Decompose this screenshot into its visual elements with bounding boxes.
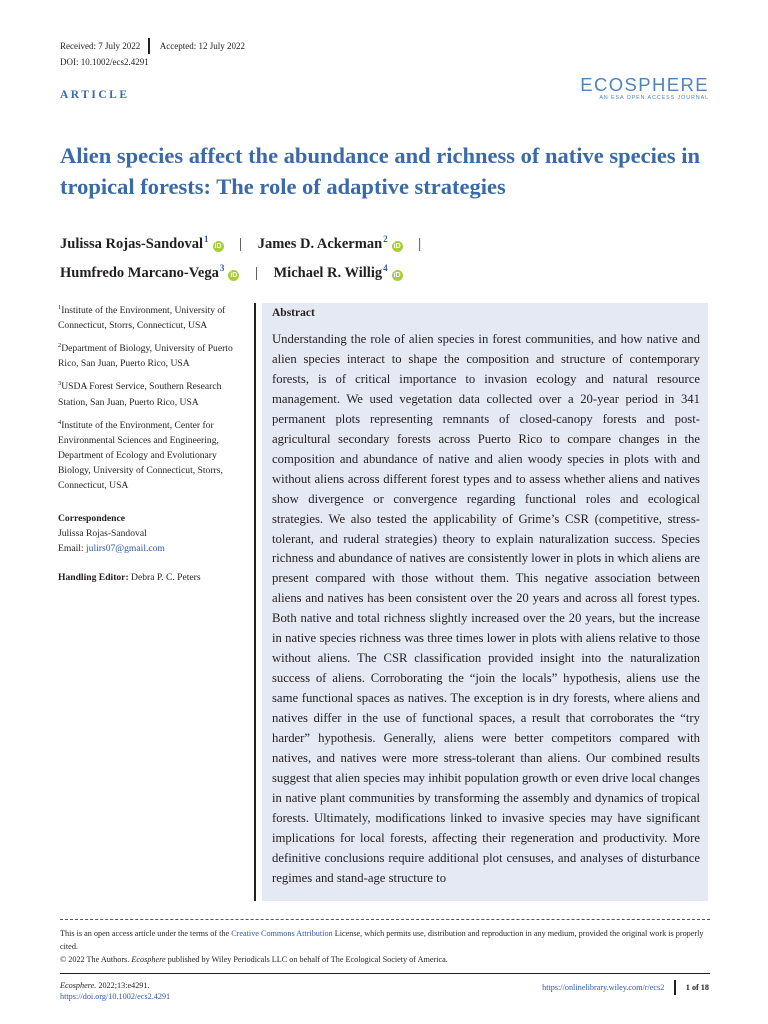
author-affiliation-number[interactable]: 3 bbox=[219, 263, 225, 273]
license-text: This is an open access article under the terms of the bbox=[60, 929, 232, 938]
handling-editor-label: Handling Editor: bbox=[58, 571, 129, 583]
abstract-heading: Abstract bbox=[272, 307, 315, 319]
correspondence-name: Julissa Rojas-Sandoval bbox=[58, 527, 147, 539]
footer-separator bbox=[674, 980, 676, 995]
affiliation-text: Institute of the Environment, University of Connecticut, Storrs, Connecticut, USA bbox=[58, 305, 226, 332]
author-separator: | bbox=[239, 236, 243, 252]
license-link[interactable]: Creative Commons Attribution bbox=[231, 929, 333, 938]
column-divider bbox=[254, 303, 256, 901]
author-line-2 bbox=[60, 256, 433, 285]
author-affiliation-number[interactable]: 4 bbox=[383, 263, 388, 273]
author-separator: | bbox=[418, 236, 422, 252]
correspondence-heading: Correspondence bbox=[58, 512, 125, 524]
article-dates bbox=[60, 38, 245, 54]
citation-details: 2022;13:e4291. bbox=[96, 981, 150, 990]
page-number: 1 of 18 bbox=[685, 983, 709, 992]
footer-divider bbox=[60, 919, 710, 920]
orcid-icon[interactable]: iD bbox=[230, 272, 238, 279]
author-affiliation-number[interactable]: 2 bbox=[383, 234, 388, 244]
orcid-icon[interactable]: iD bbox=[214, 243, 222, 250]
affiliation-text: Institute of the Environment, Center for Environmental Sciences and Engineering, Department of Ecology and Evolutionary Biology, University of Connecticut, Storrs, Connecticut, USA bbox=[58, 419, 223, 491]
journal-logo[interactable] bbox=[580, 76, 709, 101]
affiliation-number: 4 bbox=[58, 418, 62, 426]
affiliation bbox=[58, 338, 248, 371]
article-type-label: ARTICLE bbox=[60, 89, 130, 101]
correspondence-block bbox=[58, 511, 248, 556]
accepted-date: Accepted: 12 July 2022 bbox=[159, 41, 245, 51]
journal-url-link[interactable]: https://onlinelibrary.wiley.com/r/ecs2 bbox=[542, 983, 665, 992]
affiliation-number: 1 bbox=[58, 304, 62, 311]
affiliations-column bbox=[58, 300, 248, 585]
abstract-text: Understanding the role of alien species in forest communities, and how native and alien species interact to shape the composition and structure of contemporary forests, is of critical importance to invasion ecology and natural resource management. We used vegetation data collected over a 20-year period in 341 permanent plots representing remnants of closed-canopy forests and post-agricultural secondary forests across Puerto Rico to compare changes in the composition and abundance of native and alien woody species in plots with and without aliens across different forest types and to assess whether aliens and natives show divergence or convergence regarding functional roles and ecological strategies. We also tested the applicability of Grime’s CSR (competitive, stress-tolerant, and ruderal strategies) theory to explain naturalization success. Species richness and abundance of natives are consistently lower in plots in which aliens are present compared with those without them. This negative association between aliens and natives has been consistent over the 20 years and across all forest types. Both native and total richness slightly increased over the 20 years, but the increase in native species richness was three times lower in plots with aliens relative to those without aliens. The CSR classification provided insight into the naturalization success of aliens. Corroborating the “join the locals” hypothesis, aliens use the same functional spaces as natives. The exception is in dry forests, where aliens and natives differ in the use of functional spaces, a result that corroborates the “try harder” hypothesis. Generally, aliens were better competitors compared with natives, and natives were more stress-tolerant than aliens. Our combined results suggest that alien species may inhibit population growth or even drive local changes in native plant communities by transforming the assembly and dynamics of tropical forests. Ultimately, modifications linked to invasive species may have significant implications for local forests, affecting their regeneration and productivity. More definitive conclusions require additional plot censuses, and analyses of disturbance regimes and stand-age structure to bbox=[272, 332, 700, 885]
email-label: Email: bbox=[58, 542, 84, 554]
affiliation bbox=[58, 376, 248, 409]
footer-doi-link[interactable]: https://doi.org/10.1002/ecs2.4291 bbox=[60, 992, 171, 1001]
license-note bbox=[60, 928, 708, 953]
author-name: Humfredo Marcano-Vega bbox=[60, 265, 219, 281]
article-title: Alien species affect the abundance and richness of native species in tropical forests: The role of adaptive strategies bbox=[60, 143, 700, 199]
affiliation-text: Department of Biology, University of Puerto Rico, San Juan, Puerto Rico, USA bbox=[58, 343, 233, 370]
footer-rule bbox=[60, 973, 710, 974]
date-divider bbox=[148, 38, 150, 54]
citation bbox=[60, 980, 150, 992]
affiliation bbox=[58, 415, 248, 493]
affiliation bbox=[58, 300, 248, 333]
orcid-icon[interactable]: iD bbox=[393, 272, 401, 279]
correspondence-email-link[interactable]: julirs07@gmail.com bbox=[85, 542, 165, 554]
handling-editor-name: Debra P. C. Peters bbox=[131, 571, 201, 583]
copyright-journal: Ecosphere bbox=[131, 955, 166, 964]
journal-logo-tagline: AN ESA OPEN ACCESS JOURNAL bbox=[599, 95, 709, 101]
copyright-note bbox=[60, 954, 708, 967]
orcid-icon[interactable]: iD bbox=[393, 243, 401, 250]
handling-editor bbox=[58, 570, 248, 585]
journal-logo-name: ECOSPHERE bbox=[580, 74, 709, 95]
footer-right bbox=[542, 980, 709, 995]
received-date: Received: 7 July 2022 bbox=[60, 41, 141, 51]
affiliation-text: USDA Forest Service, Southern Research Station, San Juan, Puerto Rico, USA bbox=[58, 381, 222, 408]
author-name: Michael R. Willig bbox=[273, 265, 383, 281]
author-name: Julissa Rojas-Sandoval bbox=[60, 236, 204, 252]
license-text: License, which permits use, distribution and reproduction in any medium, provided the original work is properly cited. bbox=[60, 929, 704, 951]
author-affiliation-number[interactable]: 1 bbox=[204, 234, 209, 244]
copyright-text: © 2022 The Authors. bbox=[60, 955, 132, 964]
affiliation-number: 3 bbox=[58, 380, 62, 388]
copyright-text: published by Wiley Periodicals LLC on behalf of The Ecological Society of America. bbox=[165, 955, 448, 964]
affiliation-number: 2 bbox=[58, 342, 62, 350]
author-separator: | bbox=[254, 265, 258, 281]
correspondence-email-row bbox=[58, 541, 248, 556]
author-list bbox=[60, 227, 433, 285]
citation-journal: Ecosphere. bbox=[60, 981, 97, 990]
author-name: James D. Ackerman bbox=[257, 236, 383, 252]
header-doi: DOI: 10.1002/ecs2.4291 bbox=[60, 57, 149, 67]
author-line-1 bbox=[60, 227, 433, 256]
